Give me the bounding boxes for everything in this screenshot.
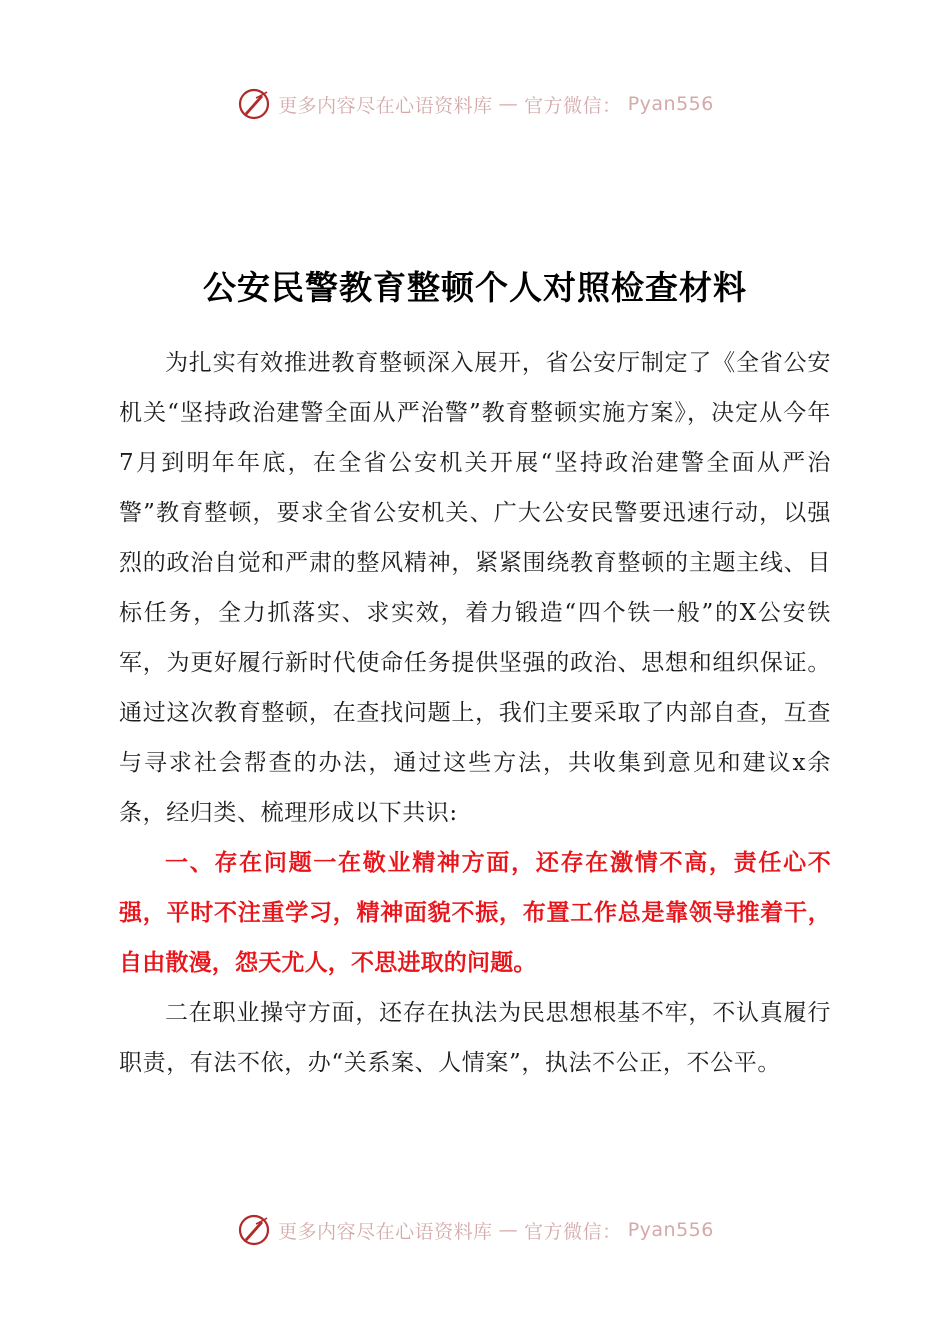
watermark-wechat-label: 官方微信： [524, 94, 622, 117]
document-body [119, 338, 831, 1088]
header-watermark [0, 82, 950, 126]
watermark-wechat-label: 官方微信： [524, 1220, 622, 1243]
quill-pen-logo-icon [236, 86, 272, 122]
footer-watermark [0, 1208, 950, 1252]
highlighted-paragraph: 一、存在问题一在敬业精神方面，还存在激情不高，责任心不强，平时不注重学习，精神面貌不振，布置工作总是靠领导推着干，自由散漫，怨天尤人，不思进取的问题。 [119, 850, 831, 976]
document-title: 公安民警教育整顿个人对照检查材料 [203, 268, 747, 307]
watermark-text: 更多内容尽在心语资料库 [278, 1220, 493, 1243]
watermark-separator: — [498, 93, 519, 115]
watermark-wechat-id: Pyan556 [627, 1219, 714, 1241]
watermark-separator: — [498, 1219, 519, 1241]
body-paragraph: 二在职业操守方面，还存在执法为民思想根基不牢，不认真履行职责，有法不依，办“关系案、人情案”，执法不公正，不公平。 [119, 1000, 831, 1076]
intro-paragraph: 为扎实有效推进教育整顿深入展开，省公安厅制定了《全省公安机关“坚持政治建警全面从严治警”教育整顿实施方案》，决定从今年7月到明年年底，在全省公安机关开展“坚持政治建警全面从严治警”教育整顿，要求全省公安机关、广大公安民警要迅速行动，以强烈的政治自觉和严肃的整风精神，紧紧围绕教育整顿的主题主线、目标任务，全力抓落实、求实效，着力锻造“四个铁一般”的X公安铁军，为更好履行新时代使命任务提供坚强的政治、思想和组织保证。通过这次教育整顿，在查找问题上，我们主要采取了内部自查，互查与寻求社会帮查的办法，通过这些方法，共收集到意见和建议x余条，经归类、梳理形成以下共识: [119, 350, 831, 826]
quill-pen-logo-icon [236, 1212, 272, 1248]
watermark-wechat-id: Pyan556 [627, 93, 714, 115]
watermark-text: 更多内容尽在心语资料库 [278, 94, 493, 117]
